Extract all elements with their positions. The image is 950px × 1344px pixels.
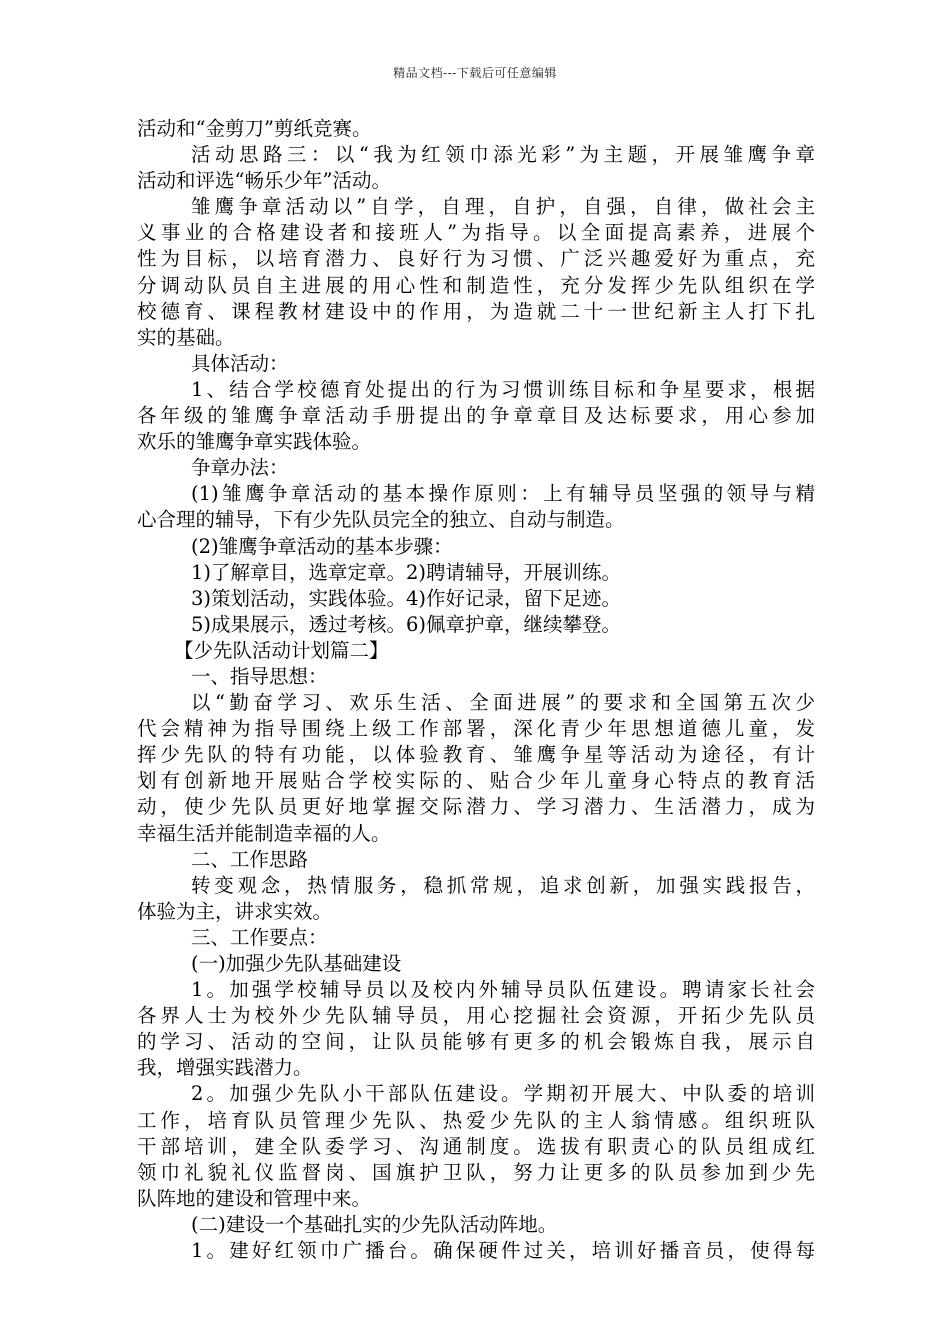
text-line: 各年级的雏鹰争章活动手册提出的争章章目及达标要求，用心参加 [137, 404, 815, 428]
text-line: 1。加强学校辅导员以及校内外辅导员队伍建设。聘请家长社会 [191, 978, 815, 1002]
text-line: 实的基础。 [137, 325, 235, 349]
text-line: 校德育、课程教材建设中的作用，为造就二十一世纪新主人打下扎 [137, 299, 815, 323]
text-line: 代会精神为指导围绕上级工作部署，深化青少年思想道德儿童，发 [137, 717, 815, 741]
text-line: 欢乐的雏鹰争章实践体验。 [137, 430, 372, 454]
text-line: 的学习、活动的空间，让队员能够有更多的机会锻炼自我，展示自 [137, 1030, 815, 1054]
text-line: 3)策划活动，实践体验。4)作好记录，留下足迹。 [191, 586, 622, 610]
text-line: 队阵地的建设和管理中来。 [137, 1186, 372, 1210]
text-line: 5)成果展示，透过考核。6)佩章护章，继续攀登。 [191, 612, 622, 636]
text-line: 心合理的辅导，下有少先队员完全的独立、自动与制造。 [137, 508, 625, 532]
text-line: 我，增强实践潜力。 [137, 1056, 313, 1080]
text-line: 2。加强少先队小干部队伍建设。学期初开展大、中队委的培训 [191, 1082, 815, 1106]
text-line: (1)雏鹰争章活动的基本操作原则：上有辅导员坚强的领导与精 [191, 482, 815, 506]
text-line: 幸福生活并能制造幸福的人。 [137, 821, 391, 845]
text-line: 活动思路三：以“我为红领巾添光彩”为主题，开展雏鹰争章 [191, 143, 815, 167]
document-body [137, 116, 815, 1264]
text-line: 领巾礼貌礼仪监督岗、国旗护卫队，努力让更多的队员参加到少先 [137, 1160, 815, 1184]
text-line: 1、结合学校德育处提出的行为习惯训练目标和争星要求，根据 [191, 377, 815, 401]
text-line: 活动和评选“畅乐少年”活动。 [137, 169, 391, 193]
text-line: 争章办法： [191, 456, 289, 480]
text-line: 干部培训，建全队委学习、沟通制度。选拔有职责心的队员组成红 [137, 1134, 815, 1158]
text-line: 性为目标，以培育潜力、良好行为习惯、广泛兴趣爱好为重点，充 [137, 247, 815, 271]
text-line: 以“勤奋学习、欢乐生活、全面进展”的要求和全国第五次少 [191, 691, 815, 715]
text-line: 工作，培育队员管理少先队、热爱少先队的主人翁情感。组织班队 [137, 1108, 815, 1132]
text-line: 划有创新地开展贴合学校实际的、贴合少年儿童身心特点的教育活 [137, 769, 815, 793]
text-line: 挥少先队的特有功能，以体验教育、雏鹰争星等活动为途径，有计 [137, 743, 815, 767]
text-line: 1。建好红领巾广播台。确保硬件过关，培训好播音员，使得每 [191, 1239, 815, 1263]
text-line: 雏鹰争章活动以”自学，自理，自护，自强，自律，做社会主 [191, 195, 815, 219]
text-line: 【少先队活动计划篇二】 [174, 638, 389, 662]
text-line: 义事业的合格建设者和接班人”为指导。以全面提高素养，进展个 [137, 221, 815, 245]
text-line: (2)雏鹰争章活动的基本步骤： [191, 534, 453, 558]
page-header: 精品文档---下载后可任意编辑 [393, 66, 557, 80]
text-line: 活动和“金剪刀”剪纸竞赛。 [137, 117, 372, 140]
text-line: 1)了解章目，选章定章。2)聘请辅导，开展训练。 [191, 560, 622, 584]
text-line: 转变观念，热情服务，稳抓常规，追求创新，加强实践报告， [191, 873, 815, 897]
text-line: 动，使少先队员更好地掌握交际潜力、学习潜力、生活潜力，成为 [137, 795, 815, 819]
text-line: (二)建设一个基础扎实的少先队活动阵地。 [191, 1212, 558, 1236]
text-line: 体验为主，讲求实效。 [137, 899, 333, 923]
text-line: 具体活动： [191, 351, 289, 375]
text-line: 二、工作思路 [191, 847, 309, 871]
text-line: 一、指导思想： [191, 664, 328, 688]
text-line: (一)加强少先队基础建设 [191, 952, 402, 975]
text-line: 分调动队员自主进展的用心性和制造性，充分发挥少先队组织在学 [137, 273, 815, 297]
text-line: 三、工作要点： [191, 925, 328, 949]
text-line: 各界人士为校外少先队辅导员，用心挖掘社会资源，开拓少先队员 [137, 1004, 815, 1028]
